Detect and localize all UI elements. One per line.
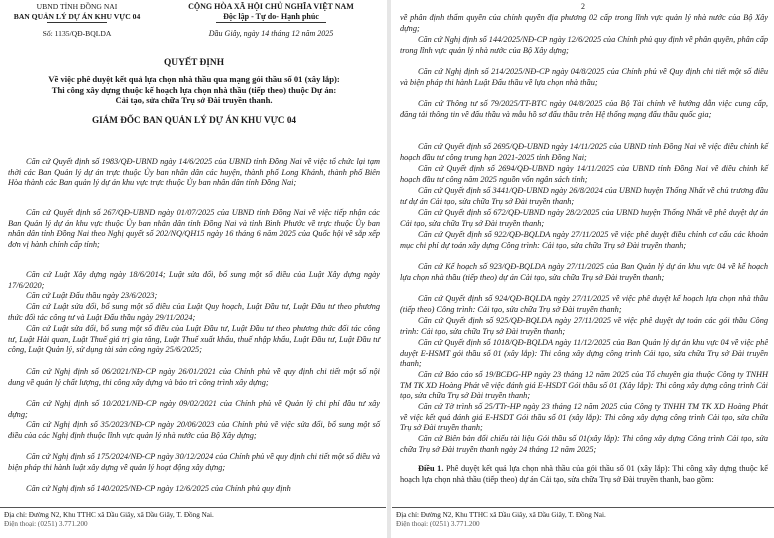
subject-line-1: Về việc phê duyệt kết quả lựa chọn nhà thầu qua mạng gói thầu số 01 (xây lắp):	[48, 74, 340, 85]
basis-paragraph: Căn cứ Nghị định số 06/2021/NĐ-CP ngày 26/01/2021 của Chính phủ về quy định chi tiết một số nội dung về quản lý chất lượng, thi công xây dựng và bảo trì công trình xây dựng;	[8, 367, 380, 387]
article-1-label: Điều 1.	[418, 464, 444, 473]
basis-paragraph: Căn cứ Luật Đấu thầu ngày 23/6/2023;	[26, 291, 158, 300]
basis-paragraph: Căn cứ Quyết định số 672/QĐ-UBND ngày 28/2/2025 của UBND huyện Thống Nhất về phê duyệt dự án Cải tạo, sửa chữa Trụ sở Đài truyền thanh;	[400, 208, 768, 228]
basis-paragraph: Căn cứ Quyết định số 2694/QĐ-UBND ngày 14/11/2025 của UBND tỉnh Đồng Nai về điều chỉnh kế hoạch đầu tư công năm 2025 nguồn vốn ngân sách tỉnh;	[400, 164, 768, 184]
basis-paragraph: Căn cứ Biên bản đối chiếu tài liệu Gói thầu số 01(xây lắp): Thi công xây dựng Công trình Cải tạo, sửa chữa Trụ sở Đài truyền thanh ngày 24 tháng 12 năm 2025;	[400, 434, 768, 454]
footer-address: Địa chỉ: Đường N2, Khu TTHC xã Dầu Giây, xã Dầu Giây, T. Đồng Nai.	[4, 511, 214, 519]
basis-paragraph: Căn cứ Luật Xây dựng ngày 18/6/2014; Luật sửa đổi, bổ sung một số điều của Luật Xây dựng ngày 17/6/2020;	[8, 270, 380, 290]
basis-paragraph: Căn cứ Quyết định số 924/QĐ-BQLDA ngày 27/11/2025 về việc phê duyệt kế hoạch lựa chọn nhà thầu (tiếp theo) Công trình: Cải tạo, sửa chữa Trụ sở Đài truyền thanh;	[400, 294, 768, 314]
subject-line-3: Cải tạo, sửa chữa Trụ sở Đài truyền thanh.	[115, 95, 273, 106]
basis-paragraph: Căn cứ Nghị định số 35/2023/NĐ-CP ngày 20/06/2023 của Chính phủ về việc sửa đổi, bổ sung một số điều của các Nghị định thuộc lĩnh vực quản lý nhà nước của Bộ Xây dựng;	[8, 420, 380, 440]
basis-paragraph: Căn cứ Nghị định số 175/2024/NĐ-CP ngày 30/12/2024 của Chính phủ về quy định chi tiết một số điều và biện pháp thi hành luật xây dựng về quản lý hoạt động xây dựng;	[8, 452, 380, 472]
footer-rule	[0, 507, 386, 508]
article-1	[400, 464, 768, 485]
basis-paragraph: Căn cứ Tờ trình số 25/TTr-HP ngày 23 tháng 12 năm 2025 của Công ty TNHH TM TK XD Hoàng Phát về việc kết quả đánh giá E-HSDT Gói thầu số 01 (xây lắp): Thi công xây dựng công trình Cải tạo, sửa chữa Trụ sở Đài truyền thanh;	[400, 402, 768, 433]
basis-paragraph: về phân định thẩm quyền của chính quyền địa phương 02 cấp trong lĩnh vực quản lý nhà nước của Bộ Xây dựng;	[400, 13, 768, 33]
subject-line-2: Thi công xây dựng thuộc kế hoạch lựa chọn nhà thầu (tiếp theo) thuộc Dự án:	[51, 84, 337, 95]
basis-paragraph: Căn cứ Quyết định số 267/QĐ-UBND ngày 01/07/2025 của UBND tỉnh Đồng Nai về việc tiếp nhận các Ban Quản lý dự án khu vực thuộc Ủy ban nhân dân tỉnh Đồng Nai và tỉnh Bình Phước về trực thuộc Ủy ban nhân dân tỉnh Đồng Nai theo Nghị quyết số 202/NQ/QH15 ngày 16 tháng 6 năm 2025 của Quốc hội về sắp xếp đơn vị hành chính cấp tỉnh;	[8, 208, 380, 249]
motto: Độc lập - Tự do- Hạnh phúc	[223, 12, 319, 21]
basis-paragraph: Căn cứ Quyết định số 1018/QĐ-BQLDA ngày 11/12/2025 của Ban Quản lý dự án khu vực 04 về việc phê duyệt E-HSMT gói thầu số 01 (xây lắp): Thi công xây dựng công trình Cải tạo, sửa chữa Trụ sở Đài truyền thanh;	[400, 338, 768, 369]
page-separator	[387, 0, 391, 538]
place-date: Dầu Giây, ngày 14 tháng 12 năm 2025	[208, 29, 334, 38]
basis-paragraph: Căn cứ Luật sửa đổi, bổ sung một số điều của Luật Quy hoạch, Luật Đầu tư, Luật Đầu tư theo phương thức đối tác công tư và Luật Đấu thầu ngày 29/11/2024;	[8, 302, 380, 322]
footer-rule	[392, 507, 774, 508]
basis-paragraph: Căn cứ Nghị định số 214/2025/NĐ-CP ngày 04/8/2025 của Chính phủ về Quy định chi tiết một số điều và biện pháp thi hành Luật Đấu thầu về lựa chọn nhà thầu;	[400, 67, 768, 87]
doc-type: QUYẾT ĐỊNH	[164, 58, 224, 68]
article-1-text: Phê duyệt kết quả lựa chọn nhà thầu của gói thầu số 01 (xây lắp): Thi công xây dựng thuộc kế hoạch lựa chọn nhà thầu (tiếp theo) dự án Cải tạo, sửa chữa Trụ sở Đài truyền thanh, bao gồm:	[400, 464, 768, 484]
basis-paragraph: Căn cứ Kế hoạch số 923/QĐ-BQLDA ngày 27/11/2025 của Ban Quản lý dự án khu vực 04 về kế hoạch lựa chọn nhà thầu (tiếp theo) dự án Cải tạo, sửa chữa Trụ sở Đài truyền thanh;	[400, 262, 768, 282]
footer-phone: Điện thoại: (0251) 3.771.200	[4, 520, 88, 527]
basis-paragraph: Căn cứ Nghị định số 144/2025/NĐ-CP ngày 12/6/2025 của Chính phủ quy định về phân quyền, phân cấp trong lĩnh vực quản lý nhà nước của Bộ Xây dựng;	[400, 35, 768, 55]
footer-address: Địa chỉ: Đường N2, Khu TTHC xã Dầu Giây, xã Dầu Giây, T. Đồng Nai.	[396, 511, 606, 519]
basis-paragraph: Căn cứ Nghị định số 10/2021/NĐ-CP ngày 09/02/2021 của Chính phủ về Quản lý chi phí đầu tư xây dựng;	[8, 399, 380, 419]
issuer-title: GIÁM ĐỐC BAN QUẢN LÝ DỰ ÁN KHU VỰC 04	[91, 114, 297, 125]
basis-paragraph: Căn cứ Quyết định số 925/QĐ-BQLDA ngày 27/11/2025 về việc phê duyệt dự toán các gói thầu Công trình: Cải tạo, sửa chữa Trụ sở Đài truyền thanh;	[400, 316, 768, 336]
document-page-1	[0, 0, 386, 538]
decision-title-block	[10, 58, 378, 125]
basis-paragraph: Căn cứ Quyết định số 922/QĐ-BQLDA ngày 27/11/2025 về việc phê duyệt điều chỉnh cơ cấu các khoản mục chi phí dự toán xây dựng Công trình: Cải tạo, sửa chữa Trụ sở Đài truyền thanh;	[400, 230, 768, 250]
footer-phone: Điện thoại: (0251) 3.771.200	[396, 520, 480, 527]
footer	[396, 511, 770, 527]
basis-paragraph: Căn cứ Thông tư số 79/2025/TT-BTC ngày 04/8/2025 của Bộ Tài chính về hướng dẫn việc cung cấp, đăng tải thông tin về đấu thầu và mẫu hồ sơ đấu thầu trên Hệ thống mạng đấu thầu quốc gia;	[400, 99, 768, 119]
basis-paragraph: Căn cứ Quyết định số 3441/QĐ-UBND ngày 26/8/2024 của UBND huyện Thống Nhất về chủ trương đầu tư dự án Cải tạo, sửa chữa Trụ sở Đài truyền thanh;	[400, 186, 768, 206]
national-header	[158, 2, 384, 39]
republic-title: CỘNG HÒA XÃ HỘI CHỦ NGHĨA VIỆT NAM	[188, 2, 354, 11]
agency-line-2: BAN QUẢN LÝ DỰ ÁN KHU VỰC 04	[13, 12, 141, 21]
agency-underline	[47, 22, 107, 23]
basis-paragraph: Căn cứ Báo cáo số 19/BCĐG-HP ngày 23 tháng 12 năm 2025 của Tổ chuyên gia thuộc Công ty TNHH TM TK XD Hoàng Phát về việc đánh giá E-HSDT Gói thầu số 01 (Xây lắp): Thi công xây dựng công trình Cải tạo, sửa chữa Trụ sở Đài truyền thanh;	[400, 370, 768, 401]
basis-paragraph: Căn cứ Nghị định số 140/2025/NĐ-CP ngày 12/6/2025 của Chính phủ quy định	[26, 484, 291, 493]
footer	[4, 511, 382, 527]
basis-paragraph: Căn cứ Luật sửa đổi, bổ sung một số điều của Luật Đầu tư, Luật Đầu tư theo phương thức đối tác công tư, Luật Hải quan, Luật Thuế giá trị gia tăng, Luật Thuế xuất khẩu, thuế nhập khẩu, Luật Đầu tư, Luật Đầu tư công, Luật Quản lý, sử dụng tài sản công ngày 25/6/2025;	[8, 324, 380, 355]
doc-number: Số: 1135/QĐ-BQLDA	[42, 29, 112, 38]
page-number: 2	[581, 2, 585, 11]
motto-underline	[216, 22, 326, 23]
agency-header	[2, 2, 152, 39]
basis-paragraph: Căn cứ Quyết định số 1983/QĐ-UBND ngày 14/6/2025 của UBND tỉnh Đồng Nai về việc tổ chức lại tạm thời các Ban Quản lý dự án trực thuộc Ủy ban nhân dân các huyện, thành phố Long Khánh, thành phố Biên Hòa thành các Ban quản lý dự án khu vực trực thuộc Ủy ban nhân dân tỉnh Đồng Nai;	[8, 157, 380, 188]
agency-line-1: UBND TỈNH ĐỒNG NAI	[36, 2, 118, 11]
document-page-2	[392, 0, 774, 538]
basis-paragraph: Căn cứ Quyết định số 2695/QĐ-UBND ngày 14/11/2025 của UBND tỉnh Đồng Nai về việc điều chỉnh kế hoạch đầu tư công trung hạn 2021-2025 tỉnh Đồng Nai;	[400, 142, 768, 162]
